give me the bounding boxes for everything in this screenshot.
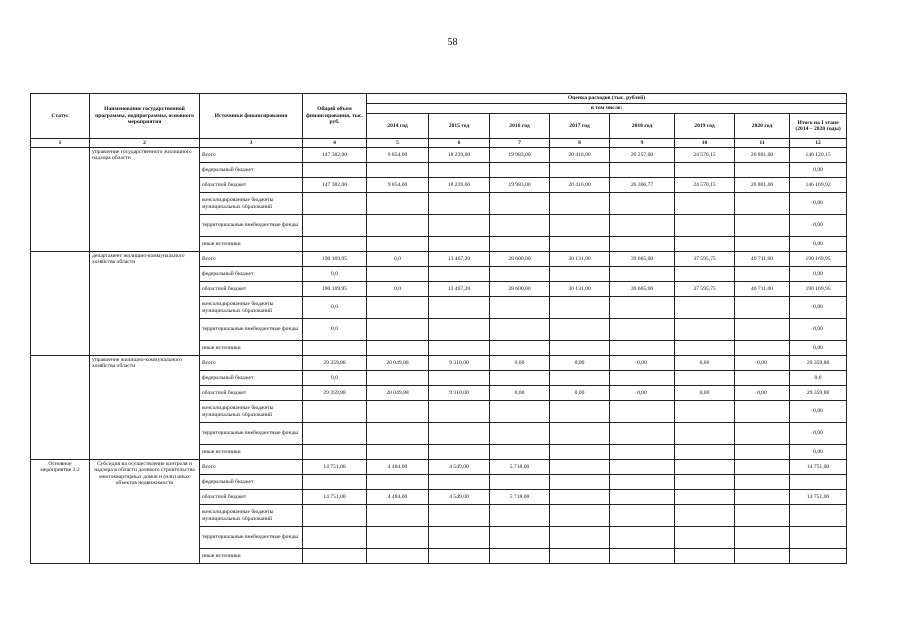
source-cell: Всего (200, 356, 303, 371)
year-value-cell (735, 460, 790, 475)
year-value-cell (735, 297, 790, 319)
name-cell: Субсидия на осуществление контроля и надзора в области долевого строительства многоквартирных домов и (или) иных объектов недвижимости (90, 460, 200, 564)
year-value-cell (735, 237, 790, 252)
year-value-cell (675, 267, 735, 282)
total-cell: 190 169,95 (303, 252, 367, 267)
source-cell: территориальные внебюджетные фонды (200, 527, 303, 549)
year-value-cell (610, 193, 675, 215)
source-cell: иные источники (200, 549, 303, 564)
year-value-cell (367, 401, 429, 423)
stage-total-cell (790, 505, 847, 527)
year-value-cell (490, 215, 550, 237)
year-value-cell (490, 549, 550, 564)
year-value-cell (367, 163, 429, 178)
year-value-cell (550, 475, 610, 490)
year-value-cell: 24 570,15 (675, 178, 735, 193)
year-value-cell (490, 371, 550, 386)
table-row (31, 252, 847, 267)
year-value-cell (675, 193, 735, 215)
year-value-cell (429, 319, 490, 341)
year-value-cell: 18 239,00 (429, 148, 490, 163)
total-cell (303, 527, 367, 549)
year-value-cell (675, 341, 735, 356)
year-value-cell (550, 237, 610, 252)
source-cell: областной бюджет (200, 178, 303, 193)
year-value-cell (367, 549, 429, 564)
year-value-cell: 30 131,00 (550, 252, 610, 267)
total-cell (303, 163, 367, 178)
year-value-cell: 39 665,00 (610, 252, 675, 267)
column-number-row (31, 139, 847, 148)
year-value-cell (610, 163, 675, 178)
year-value-cell (429, 445, 490, 460)
source-cell: консолидированные бюджеты муниципальных образований (200, 505, 303, 527)
year-value-cell (675, 460, 735, 475)
year-value-cell (610, 341, 675, 356)
year-value-cell: 0,0 (367, 282, 429, 297)
total-cell: 0,0 (303, 371, 367, 386)
total-cell (303, 341, 367, 356)
stage-total-cell: 0,00 (790, 297, 847, 319)
stage-total-cell (790, 527, 847, 549)
year-value-cell: 0,00 (490, 356, 550, 371)
year-value-cell: 30 131,00 (550, 282, 610, 297)
year-value-cell (610, 237, 675, 252)
year-value-cell (367, 475, 429, 490)
total-cell (303, 445, 367, 460)
header-year: 2016 год (490, 114, 550, 139)
year-value-cell (490, 475, 550, 490)
year-value-cell (429, 163, 490, 178)
year-value-cell (675, 475, 735, 490)
year-value-cell: 4 484,00 (367, 490, 429, 505)
stage-total-cell: 190 169,95 (790, 252, 847, 267)
year-value-cell: 0,00 (735, 386, 790, 401)
stage-total-cell: 0,00 (790, 267, 847, 282)
year-value-cell (735, 371, 790, 386)
year-value-cell: 0,00 (550, 386, 610, 401)
source-cell: консолидированные бюджеты муниципальных образований (200, 401, 303, 423)
year-value-cell (490, 267, 550, 282)
year-value-cell (735, 401, 790, 423)
total-cell: 14 751,00 (303, 460, 367, 475)
source-cell: федеральный бюджет (200, 267, 303, 282)
year-value-cell (675, 297, 735, 319)
year-value-cell (429, 401, 490, 423)
source-cell: федеральный бюджет (200, 475, 303, 490)
source-cell: консолидированные бюджеты муниципальных образований (200, 297, 303, 319)
year-value-cell (367, 237, 429, 252)
total-cell (303, 215, 367, 237)
total-cell: 29 359,88 (303, 356, 367, 371)
source-cell: консолидированные бюджеты муниципальных образований (200, 193, 303, 215)
year-value-cell: 9 310,00 (429, 356, 490, 371)
year-value-cell (550, 460, 610, 475)
year-value-cell (675, 371, 735, 386)
year-value-cell: 0,00 (490, 386, 550, 401)
name-cell: управление жилищно-коммунального хозяйства области (90, 356, 200, 460)
year-value-cell (490, 319, 550, 341)
column-number: 5 (367, 139, 429, 148)
header-year: 2019 год (675, 114, 735, 139)
year-value-cell (675, 549, 735, 564)
year-value-cell (367, 215, 429, 237)
status-cell (31, 252, 90, 356)
header-status: Статус (31, 94, 90, 139)
year-value-cell (367, 505, 429, 527)
year-value-cell (610, 475, 675, 490)
year-value-cell (735, 423, 790, 445)
year-value-cell (675, 401, 735, 423)
year-value-cell: 13 467,20 (429, 252, 490, 267)
year-value-cell (429, 475, 490, 490)
year-value-cell (675, 527, 735, 549)
source-cell: иные источники (200, 445, 303, 460)
header-year: 2020 год (735, 114, 790, 139)
year-value-cell (675, 215, 735, 237)
year-value-cell (675, 423, 735, 445)
year-value-cell (550, 193, 610, 215)
year-value-cell: 20 049,88 (367, 386, 429, 401)
year-value-cell (429, 549, 490, 564)
year-value-cell (490, 193, 550, 215)
year-value-cell (735, 267, 790, 282)
year-value-cell (429, 527, 490, 549)
name-cell: управление государственного жилищного надзора области (90, 148, 200, 252)
year-value-cell: 19 983,00 (490, 178, 550, 193)
year-value-cell (675, 163, 735, 178)
year-value-cell: 26 801,00 (735, 148, 790, 163)
year-value-cell (367, 297, 429, 319)
year-value-cell (550, 341, 610, 356)
column-number: 11 (735, 139, 790, 148)
year-value-cell: 40 711,00 (735, 252, 790, 267)
year-value-cell (367, 445, 429, 460)
year-value-cell (490, 527, 550, 549)
source-cell: Всего (200, 252, 303, 267)
status-cell (31, 148, 90, 252)
status-cell (31, 356, 90, 460)
header-estimate: Оценка расходов (тыс. рублей) (367, 94, 847, 104)
year-value-cell: 0,00 (675, 386, 735, 401)
year-value-cell: 20 416,00 (550, 178, 610, 193)
year-value-cell (610, 490, 675, 505)
year-value-cell (367, 319, 429, 341)
stage-total-cell: 0,00 (790, 215, 847, 237)
year-value-cell (735, 163, 790, 178)
year-value-cell (610, 460, 675, 475)
year-value-cell: 13 467,20 (429, 282, 490, 297)
source-cell: Всего (200, 148, 303, 163)
column-number: 4 (303, 139, 367, 148)
year-value-cell (735, 341, 790, 356)
year-value-cell (550, 549, 610, 564)
stage-total-cell: 14 751,00 (790, 490, 847, 505)
year-value-cell (490, 341, 550, 356)
table-row (31, 356, 847, 371)
year-value-cell (490, 237, 550, 252)
year-value-cell (490, 505, 550, 527)
header-year: 2014 год (367, 114, 429, 139)
year-value-cell (429, 215, 490, 237)
year-value-cell: 0,0 (367, 252, 429, 267)
column-number: 8 (550, 139, 610, 148)
year-value-cell (490, 297, 550, 319)
total-cell: 0,0 (303, 297, 367, 319)
year-value-cell (610, 445, 675, 460)
stage-total-cell: 0,00 (790, 193, 847, 215)
year-value-cell: 5 718,00 (490, 490, 550, 505)
total-cell: 0,0 (303, 267, 367, 282)
year-value-cell: 37 595,75 (675, 252, 735, 267)
year-value-cell: 9 854,00 (367, 148, 429, 163)
year-value-cell: 26 801,00 (735, 178, 790, 193)
name-cell: департамент жилищно-коммунального хозяйства области (90, 252, 200, 356)
header-name: Наименование государственной программы, подпрограммы, основного мероприятия (90, 94, 200, 139)
table-row (31, 460, 847, 475)
total-cell: 147 382,00 (303, 178, 367, 193)
year-value-cell (735, 505, 790, 527)
total-cell: 147 382,00 (303, 148, 367, 163)
year-value-cell (490, 445, 550, 460)
year-value-cell (610, 423, 675, 445)
budget-table (30, 93, 847, 564)
year-value-cell (610, 527, 675, 549)
year-value-cell: 5 718,00 (490, 460, 550, 475)
year-value-cell: 4 549,00 (429, 490, 490, 505)
stage-total-cell: 190 169,95 (790, 282, 847, 297)
year-value-cell (367, 527, 429, 549)
column-number: 12 (790, 139, 847, 148)
stage-total-cell: 29 359,88 (790, 356, 847, 371)
year-value-cell (490, 163, 550, 178)
status-cell: Основное мероприятие 3.2 (31, 460, 90, 564)
year-value-cell: 0,00 (550, 356, 610, 371)
year-value-cell: 0,00 (610, 386, 675, 401)
source-cell: областной бюджет (200, 386, 303, 401)
year-value-cell (550, 401, 610, 423)
header-year: 2015 год (429, 114, 490, 139)
total-cell: 190 169,95 (303, 282, 367, 297)
stage-total-cell (790, 475, 847, 490)
total-cell (303, 505, 367, 527)
year-value-cell (735, 319, 790, 341)
year-value-cell (367, 423, 429, 445)
header-year: 2017 год (550, 114, 610, 139)
stage-total-cell: 0,00 (790, 163, 847, 178)
year-value-cell (367, 193, 429, 215)
stage-total-cell: 0,00 (790, 237, 847, 252)
source-cell: федеральный бюджет (200, 371, 303, 386)
table-row (31, 148, 847, 163)
year-value-cell: 4 549,00 (429, 460, 490, 475)
year-value-cell: 24 570,15 (675, 148, 735, 163)
total-cell (303, 549, 367, 564)
year-value-cell (550, 505, 610, 527)
year-value-cell (610, 267, 675, 282)
year-value-cell: 26 306,77 (610, 178, 675, 193)
year-value-cell (429, 505, 490, 527)
year-value-cell (550, 527, 610, 549)
year-value-cell (675, 505, 735, 527)
year-value-cell (490, 401, 550, 423)
source-cell: территориальные внебюджетные фонды (200, 423, 303, 445)
year-value-cell: 40 711,00 (735, 282, 790, 297)
year-value-cell: 0,00 (735, 356, 790, 371)
stage-total-cell (790, 549, 847, 564)
total-cell (303, 193, 367, 215)
column-number: 3 (200, 139, 303, 148)
year-value-cell (675, 237, 735, 252)
year-value-cell (735, 490, 790, 505)
year-value-cell: 0,00 (610, 356, 675, 371)
year-value-cell: 28 600,00 (490, 282, 550, 297)
year-value-cell (550, 490, 610, 505)
year-value-cell: 37 595,75 (675, 282, 735, 297)
year-value-cell (610, 297, 675, 319)
year-value-cell: 0,00 (675, 356, 735, 371)
year-value-cell (735, 475, 790, 490)
year-value-cell (675, 319, 735, 341)
year-value-cell: 9 310,00 (429, 386, 490, 401)
year-value-cell (429, 267, 490, 282)
year-value-cell (735, 193, 790, 215)
stage-total-cell: 29 359,88 (790, 386, 847, 401)
year-value-cell: 18 239,00 (429, 178, 490, 193)
total-cell: 0,0 (303, 319, 367, 341)
stage-total-cell: 0,00 (790, 401, 847, 423)
year-value-cell (550, 297, 610, 319)
total-cell: 29 359,88 (303, 386, 367, 401)
year-value-cell (429, 237, 490, 252)
page-number: 58 (447, 37, 458, 48)
source-cell: областной бюджет (200, 490, 303, 505)
year-value-cell (550, 163, 610, 178)
year-value-cell: 20 049,88 (367, 356, 429, 371)
header-including: в том числе: (367, 104, 847, 114)
stage-total-cell: 146 169,92 (790, 178, 847, 193)
year-value-cell (735, 445, 790, 460)
stage-total-cell: 0,00 (790, 445, 847, 460)
year-value-cell (675, 445, 735, 460)
year-value-cell (490, 423, 550, 445)
year-value-cell: 9 854,00 (367, 178, 429, 193)
source-cell: областной бюджет (200, 282, 303, 297)
year-value-cell (550, 445, 610, 460)
year-value-cell (429, 193, 490, 215)
year-value-cell (429, 297, 490, 319)
header-stage-total: Итого на I этапе (2014 – 2020 годы) (790, 114, 847, 139)
year-value-cell (610, 319, 675, 341)
stage-total-cell: 146 120,15 (790, 148, 847, 163)
year-value-cell (429, 341, 490, 356)
stage-total-cell: 0,00 (790, 341, 847, 356)
total-cell (303, 475, 367, 490)
header-source: Источники финансирования (200, 94, 303, 139)
year-value-cell (550, 371, 610, 386)
source-cell: Всего (200, 460, 303, 475)
year-value-cell (429, 423, 490, 445)
column-number: 2 (90, 139, 200, 148)
year-value-cell (550, 423, 610, 445)
year-value-cell (675, 490, 735, 505)
year-value-cell (610, 505, 675, 527)
year-value-cell (550, 319, 610, 341)
year-value-cell (367, 267, 429, 282)
year-value-cell (429, 371, 490, 386)
year-value-cell (735, 527, 790, 549)
year-value-cell (610, 549, 675, 564)
year-value-cell (550, 215, 610, 237)
source-cell: иные источники (200, 341, 303, 356)
year-value-cell (610, 371, 675, 386)
total-cell (303, 401, 367, 423)
total-cell (303, 237, 367, 252)
source-cell: территориальные внебюджетные фонды (200, 319, 303, 341)
stage-total-cell: 0,00 (790, 319, 847, 341)
column-number: 9 (610, 139, 675, 148)
year-value-cell (735, 215, 790, 237)
year-value-cell (367, 341, 429, 356)
year-value-cell (367, 371, 429, 386)
year-value-cell (610, 401, 675, 423)
source-cell: иные источники (200, 237, 303, 252)
column-number: 10 (675, 139, 735, 148)
header-year: 2018 год (610, 114, 675, 139)
source-cell: территориальные внебюджетные фонды (200, 215, 303, 237)
stage-total-cell: 0,00 (790, 423, 847, 445)
column-number: 7 (490, 139, 550, 148)
year-value-cell: 19 983,00 (490, 148, 550, 163)
column-number: 1 (31, 139, 90, 148)
stage-total-cell: 0,0 (790, 371, 847, 386)
year-value-cell: 39 665,00 (610, 282, 675, 297)
source-cell: федеральный бюджет (200, 163, 303, 178)
column-number: 6 (429, 139, 490, 148)
total-cell: 14 751,00 (303, 490, 367, 505)
year-value-cell (735, 549, 790, 564)
year-value-cell: 26 257,00 (610, 148, 675, 163)
year-value-cell (610, 215, 675, 237)
header-total-volume: Общий объем финансирования, тыс. руб. (303, 94, 367, 139)
total-cell (303, 423, 367, 445)
year-value-cell: 4 484,00 (367, 460, 429, 475)
year-value-cell: 28 600,00 (490, 252, 550, 267)
year-value-cell (550, 267, 610, 282)
year-value-cell: 20 416,00 (550, 148, 610, 163)
stage-total-cell: 14 751,00 (790, 460, 847, 475)
